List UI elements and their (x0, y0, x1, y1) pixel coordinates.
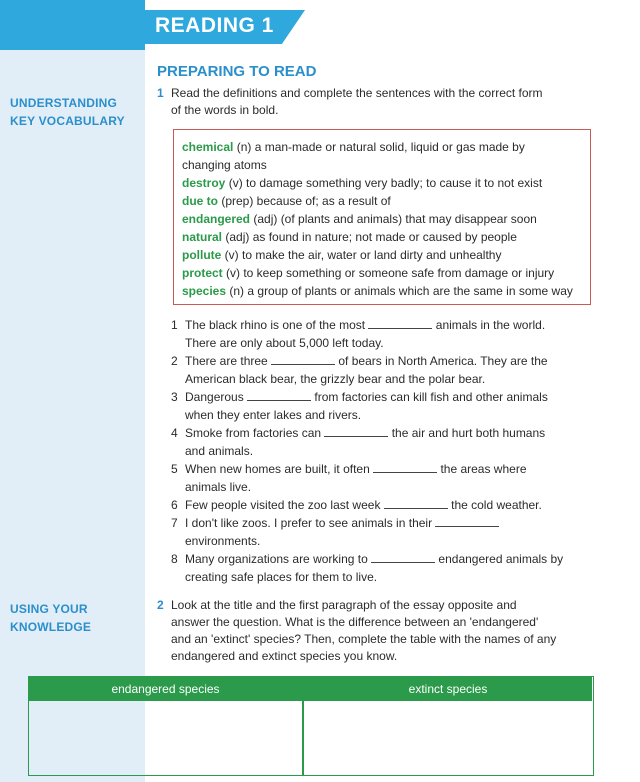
question-2-instruction (171, 597, 556, 665)
vocab-entry (182, 192, 586, 210)
answer-blank[interactable] (368, 317, 432, 329)
instruction-line: endangered and extinct species you know. (171, 649, 398, 663)
vocabulary-box (173, 129, 591, 305)
label-using-your-knowledge (10, 600, 91, 636)
page-title: READING 1 (155, 14, 274, 37)
instruction-line: Look at the title and the first paragraph of the essay opposite and (171, 598, 517, 612)
label-line: KNOWLEDGE (10, 620, 92, 634)
vocab-definition: (adj) (of plants and animals) that may disappear soon (250, 212, 537, 226)
sentence-number: 6 (171, 498, 178, 512)
sidebar-header-block (0, 0, 145, 50)
question-1-instruction (171, 85, 543, 119)
sentence-line: creating safe places for them to live. (185, 570, 378, 584)
sentence-text (185, 496, 601, 514)
sentence-line: animals live. (185, 480, 252, 494)
sentence-line: environments. (185, 534, 261, 548)
table-header-endangered: endangered species (29, 677, 302, 701)
vocab-word: destroy (182, 176, 226, 190)
sentence-item (171, 460, 601, 496)
answer-blank[interactable] (271, 353, 335, 365)
species-table (28, 676, 594, 776)
sentence-line: and animals. (185, 444, 254, 458)
vocab-entry (182, 246, 586, 264)
answer-blank[interactable] (435, 515, 499, 527)
vocab-word: natural (182, 230, 223, 244)
label-line: USING YOUR (10, 602, 88, 616)
sentence-part: Dangerous (185, 390, 248, 404)
sentence-part: Smoke from factories can (185, 426, 325, 440)
question-number: 2 (157, 598, 164, 612)
sentence-line (185, 460, 601, 478)
sentence-part: endangered animals by (435, 552, 564, 566)
question-number: 1 (157, 86, 164, 100)
sentence-part: the air and hurt both humans (388, 426, 546, 440)
vocab-word: endangered (182, 212, 251, 226)
sentence-line (185, 514, 601, 532)
sentence-number: 5 (171, 462, 178, 476)
vocab-word: protect (182, 266, 223, 280)
sentence-line (185, 424, 601, 442)
vocab-entry (182, 228, 586, 246)
vocab-definition: (n) a man-made or natural solid, liquid or gas made by (233, 140, 525, 154)
section-title: PREPARING TO READ (157, 63, 317, 80)
vocab-word: due to (182, 194, 218, 208)
sentence-part: I don't like zoos. I prefer to see animals in their (185, 516, 436, 530)
sentence-item (171, 316, 601, 352)
sentence-number: 8 (171, 552, 178, 566)
sentence-part: Few people visited the zoo last week (185, 498, 384, 512)
sentence-number: 3 (171, 390, 178, 404)
sentence-item (171, 550, 601, 586)
vocab-entry (182, 210, 586, 228)
sentence-text (185, 424, 601, 460)
vocabulary-list (182, 138, 586, 300)
sentence-number: 4 (171, 426, 178, 440)
sentence-number: 1 (171, 318, 178, 332)
sentence-line: There are only about 5,000 left today. (185, 336, 384, 350)
sentence-part: of bears in North America. They are the (335, 354, 548, 368)
sentence-text (185, 460, 601, 496)
answer-blank[interactable] (384, 497, 448, 509)
vocab-definition: (prep) because of; as a result of (218, 194, 391, 208)
label-understanding-key-vocabulary (10, 94, 125, 130)
instruction-line: answer the question. What is the difference between an 'endangered' (171, 615, 539, 629)
vocab-definition: (v) to keep something or someone safe from damage or injury (222, 266, 555, 280)
sentence-text (185, 550, 601, 586)
sentence-line (185, 352, 601, 370)
vocab-definition: (v) to make the air, water or land dirty and unhealthy (221, 248, 502, 262)
sentence-part: There are three (185, 354, 272, 368)
sentence-text (185, 514, 601, 550)
sentence-text (185, 316, 601, 352)
table-divider (302, 677, 304, 775)
sentence-line (185, 388, 601, 406)
vocab-word: species (182, 284, 227, 298)
answer-blank[interactable] (247, 389, 311, 401)
sentence-part: The black rhino is one of the most (185, 318, 369, 332)
sentence-line (185, 496, 601, 514)
sentence-item (171, 352, 601, 388)
label-line: KEY VOCABULARY (10, 114, 125, 128)
sentence-item (171, 496, 601, 514)
answer-blank[interactable] (371, 551, 435, 563)
sentence-text (185, 352, 601, 388)
vocab-definition: (adj) as found in nature; not made or caused by people (222, 230, 517, 244)
vocab-entry (182, 174, 586, 192)
vocab-word: chemical (182, 140, 234, 154)
instruction-line: Read the definitions and complete the sentences with the correct form (171, 86, 543, 100)
sentence-number: 7 (171, 516, 178, 530)
sentence-part: the areas where (437, 462, 527, 476)
sentence-item (171, 514, 601, 550)
vocab-definition-cont: changing atoms (182, 158, 267, 172)
sentence-part: Many organizations are working to (185, 552, 372, 566)
sentence-number: 2 (171, 354, 178, 368)
label-line: UNDERSTANDING (10, 96, 118, 110)
sentence-line: American black bear, the grizzly bear and the polar bear. (185, 372, 486, 386)
sentence-item (171, 388, 601, 424)
vocab-entry (182, 138, 586, 156)
sentence-part: When new homes are built, it often (185, 462, 374, 476)
answer-blank[interactable] (324, 425, 388, 437)
vocab-definition: (v) to damage something very badly; to cause it to not exist (225, 176, 543, 190)
sentence-item (171, 424, 601, 460)
sentence-line (185, 316, 601, 334)
sentence-line: when they enter lakes and rivers. (185, 408, 362, 422)
instruction-line: and an 'extinct' species? Then, complete the table with the names of any (171, 632, 557, 646)
table-header-extinct: extinct species (304, 677, 592, 701)
vocab-entry (182, 282, 586, 300)
sentence-part: from factories can kill fish and other animals (311, 390, 548, 404)
vocab-entry (182, 264, 586, 282)
instruction-line: of the words in bold. (171, 103, 279, 117)
vocab-definition: (n) a group of plants or animals which are the same in some way (226, 284, 573, 298)
sentence-part: animals in the world. (432, 318, 546, 332)
answer-blank[interactable] (373, 461, 437, 473)
vocab-word: pollute (182, 248, 222, 262)
sentence-text (185, 388, 601, 424)
sentence-part: the cold weather. (447, 498, 542, 512)
sentence-line (185, 550, 601, 568)
